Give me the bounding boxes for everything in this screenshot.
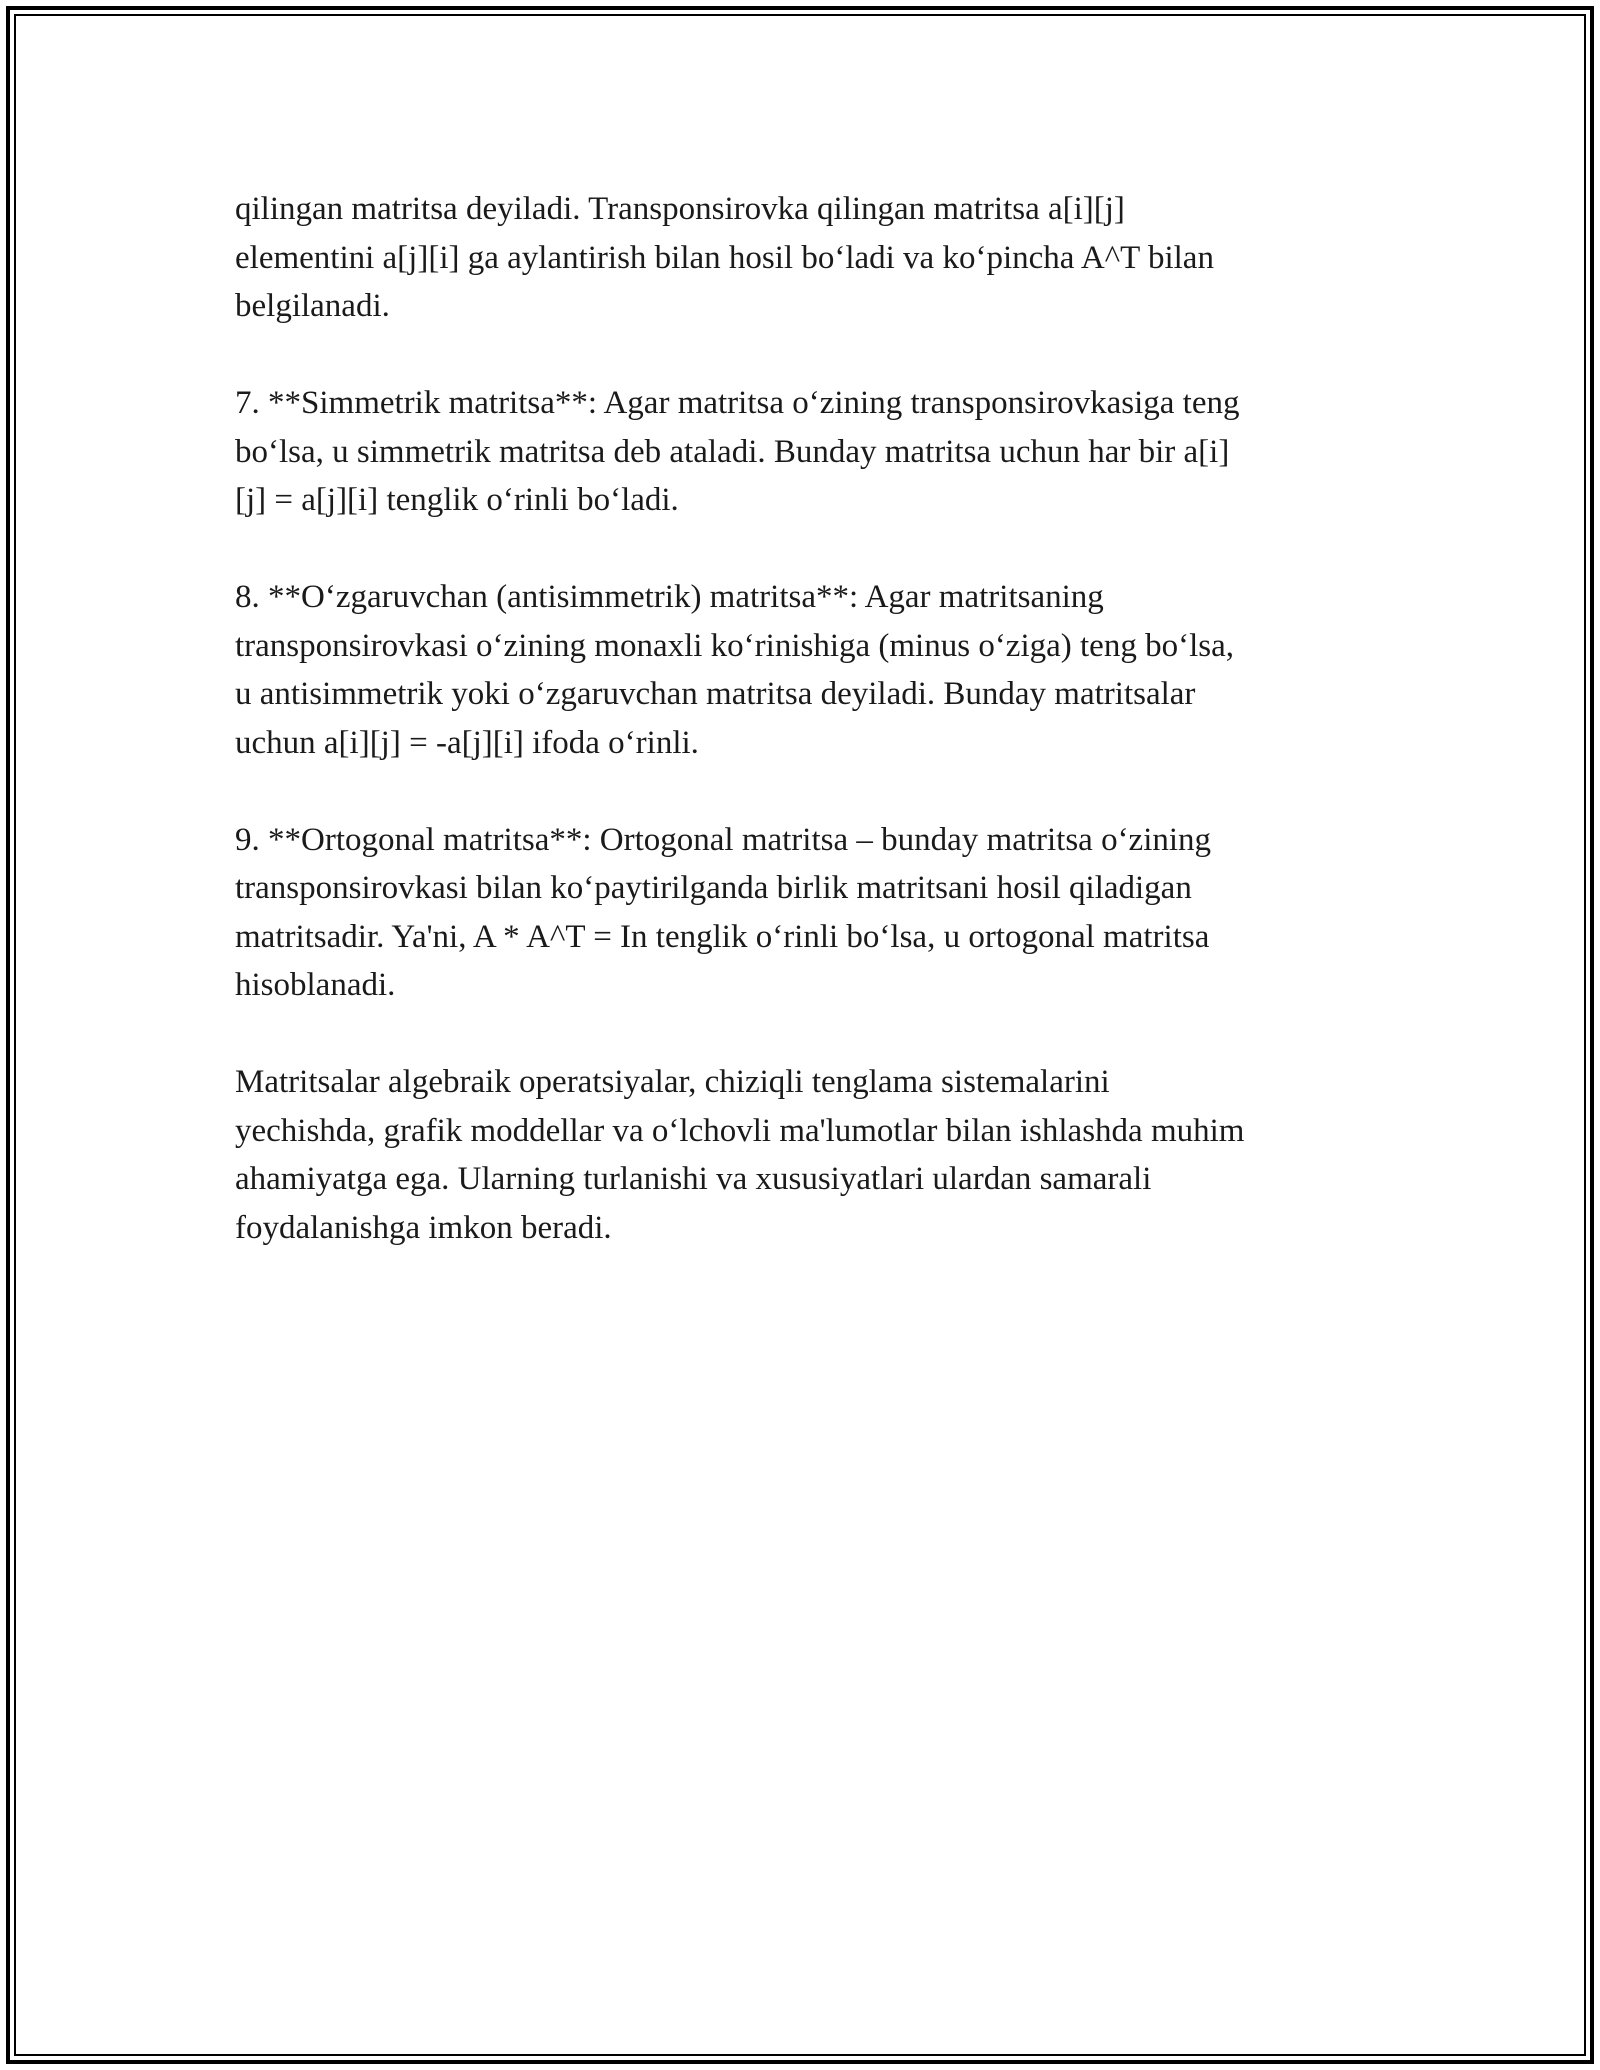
paragraph-symmetric-matrix: 7. **Simmetrik matritsa**: Agar matritsa o‘zining transponsirovkasiga teng bo‘lsa, u simmetrik matritsa deb ataladi. Bunday matritsa uchun har bir a[i] [j] = a[j][i] tenglik o‘rinli bo‘ladi. [235, 385, 1240, 518]
paragraph-orthogonal-matrix: 9. **Ortogonal matritsa**: Ortogonal matritsa – bunday matritsa o‘zining transponsirovkasi bilan ko‘paytirilganda birlik matritsani hosil qiladigan matritsadir. Ya'ni, A * A^T = In tenglik o‘rinli bo‘lsa, u ortogonal matritsa hisoblanadi. [235, 821, 1212, 1003]
paragraph-antisymmetric-matrix: 8. **O‘zgaruvchan (antisimmetrik) matritsa**: Agar matritsaning transponsirovkasi o‘zining monaxli ko‘rinishiga (minus o‘ziga) teng bo‘lsa, u antisimmetrik yoki o‘zgaruvchan matritsa deyiladi. Bunday matritsalar uchun a[i][j] = -a[j][i] ifoda o‘rinli. [235, 579, 1234, 761]
document-body [235, 185, 1385, 1301]
paragraph-conclusion: Matritsalar algebraik operatsiyalar, chiziqli tenglama sistemalarini yechishda, grafik moddellar va o‘lchovli ma'lumotlar bilan ishlashda muhim ahamiyatga ega. Ularning turlanishi va xususiyatlari ulardan samarali foydalanishga imkon beradi. [235, 1064, 1245, 1246]
paragraph-transposed-definition: qilingan matritsa deyiladi. Transponsirovka qilingan matritsa a[i][j] elementini a[j][i] ga aylantirish bilan hosil bo‘ladi va ko‘pincha A^T bilan belgilanadi. [235, 191, 1214, 324]
